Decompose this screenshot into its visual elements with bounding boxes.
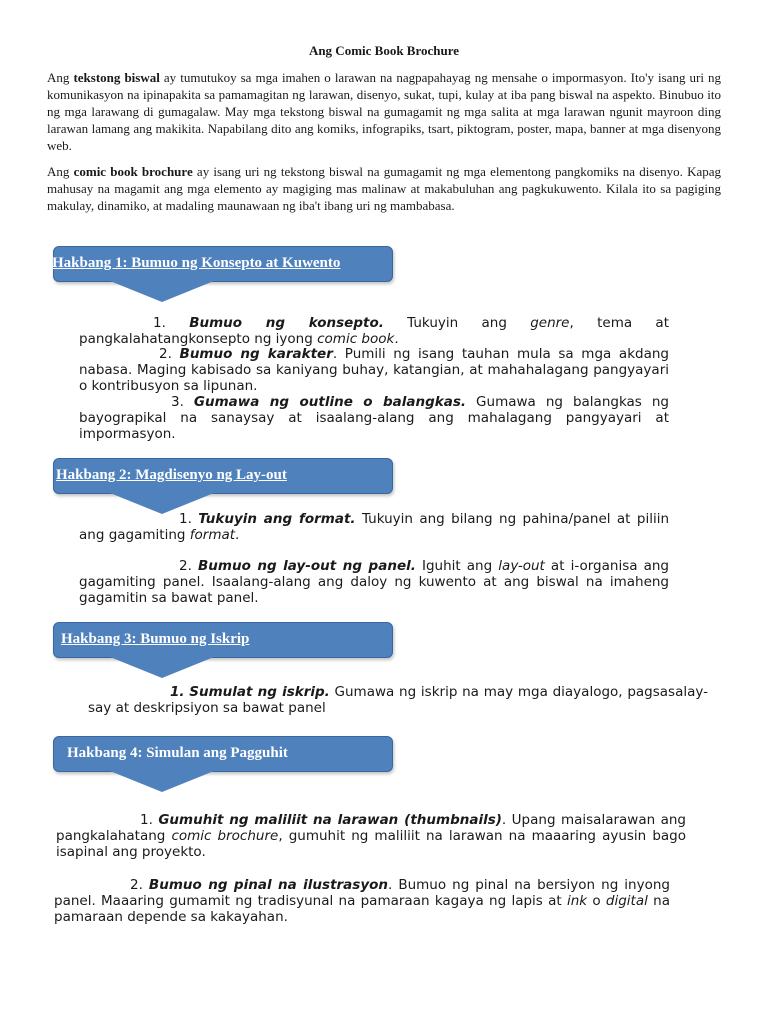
item-title: Tukuyin ang format. xyxy=(198,511,356,527)
item-number: 1. xyxy=(179,511,192,527)
item-text: Iguhit ang xyxy=(415,558,499,574)
step-4-item-1 xyxy=(56,813,686,861)
item-italic: comic brochure xyxy=(171,827,279,844)
step-3-heading: Hakbang 3: Bumuo ng Iskrip xyxy=(61,631,250,647)
document-title: Ang Comic Book Brochure xyxy=(308,43,460,58)
intro-text: Ang xyxy=(47,70,74,85)
item-italic: lay-out xyxy=(498,558,545,574)
item-italic: genre xyxy=(530,315,570,331)
item-number: 3. xyxy=(171,394,184,410)
step-2-heading: Hakbang 2: Magdisenyo ng Lay-out xyxy=(56,467,287,483)
step-4-banner xyxy=(53,736,393,772)
intro-paragraph-2 xyxy=(47,164,721,215)
item-number: 1. xyxy=(140,812,153,828)
item-title: Gumawa ng outline o balangkas. xyxy=(193,394,467,410)
item-text: , tema at pangkalahatangkonsepto ng iyong xyxy=(79,315,669,347)
down-arrow-shape xyxy=(110,281,214,302)
step-1-item-3 xyxy=(79,395,669,443)
item-text: . xyxy=(394,330,399,347)
step-1-item-1 xyxy=(79,316,669,348)
down-arrow-shape xyxy=(110,657,214,678)
item-text: . Bumuo ng pinal na bersiyon ng inyong panel. Maaaring gumamit ng tradisyunal na pamaraan kagaya ng lapis at xyxy=(54,877,670,909)
step-2-item-1 xyxy=(79,512,669,544)
intro-text: ay isang uri ng tekstong biswal na gumagamit ng mga elementong pangkomiks na disenyo. Kapag mahusay na magamit ang mga elemento ay magiging mas malinaw at makabuluhan ang pagkukuwento. Kilala ito sa pagiging makulay, dinamiko, at madaling maunawaan ng iba't ibang uri ng mambabasa. xyxy=(47,164,722,213)
item-italic: format xyxy=(189,526,236,543)
item-text: Tukuyin ang xyxy=(383,315,531,331)
item-text: Tukuyin ang bilang ng pahina/panel at piliin ang gagamiting xyxy=(79,511,669,543)
intro-text: Ang xyxy=(47,164,74,179)
item-title: Bumuo ng konsepto. xyxy=(189,315,384,331)
item-title: Bumuo ng lay-out ng panel. xyxy=(198,558,416,574)
item-text: . Upang maisalarawan ang pangkalahatang xyxy=(56,812,687,844)
item-number: 2. xyxy=(130,877,143,893)
item-text: Gumawa ng iskrip na may mga diayalogo, pagsasalay-say at deskripsiyon sa bawat panel xyxy=(88,684,708,716)
item-title: Bumuo ng karakter xyxy=(179,346,333,362)
item-text: , gumuhit ng maliliit na larawan na maaaring ayusin bago isapinal ang proyekto. xyxy=(56,827,686,860)
item-title: Bumuo ng pinal na ilustrasyon xyxy=(148,877,389,893)
item-title: Sumulat ng iskrip. xyxy=(189,684,330,700)
step-4-item-2 xyxy=(54,878,670,926)
item-text: . Pumili ng isang tauhan mula sa mga akdang nabasa. Maging kabisado sa kaniyang buhay, katangian, at mahahalagang pangyayari o kontribusyon sa lipunan. xyxy=(79,346,669,394)
item-text: na pamaraan depende sa kakayahan. xyxy=(54,892,671,925)
item-number: 2. xyxy=(159,346,172,362)
intro-paragraph-1 xyxy=(47,70,721,154)
intro-term: tekstong biswal xyxy=(73,70,160,85)
item-italic: comic book xyxy=(317,330,395,347)
item-number: 1. xyxy=(153,315,166,331)
item-italic: ink xyxy=(566,892,588,909)
down-arrow-shape xyxy=(110,771,214,792)
step-3-item-1 xyxy=(88,685,708,717)
step-1-banner xyxy=(53,246,393,282)
step-3-banner xyxy=(53,622,393,658)
intro-text: ay tumutukoy sa mga imahen o larawan na nagpapahayag ng mensahe o impormasyon. Ito'y isang uri ng komunikasyon na ipinapakita sa pamamagitan ng larawan, disenyo, sukat, tupi, kulay at iba pang biswal na aspekto. Binubuo ito ng mga larawang di gumagalaw. May mga tekstong biswal na gumagamit ng mga salita at mga larawan ngunit mayroon ding larawan lamang ang makikita. Napabilang dito ang komiks, infograpiks, tsart, piktogram, poster, mapa, banner at mga disenyong web. xyxy=(47,70,721,153)
step-2-item-2 xyxy=(79,559,669,607)
item-text: . xyxy=(235,526,240,543)
item-italic: digital xyxy=(605,892,648,909)
item-number: 1. xyxy=(170,684,185,700)
item-text: at i-organisa ang gagamiting panel. Isaalang-alang ang daloy ng kuwento at ang biswal na imaheng gagamitin sa bawat panel. xyxy=(79,558,670,606)
item-text: Gumawa ng balangkas ng bayograpikal na sanaysay at isaalang-alang ang mahalagang pangyayari at impormasyon. xyxy=(79,394,669,442)
step-1-heading: Hakbang 1: Bumuo ng Konsepto at Kuwento xyxy=(52,255,341,271)
step-4-heading: Hakbang 4: Simulan ang Pagguhit xyxy=(67,745,288,761)
item-title: Gumuhit ng maliliit na larawan (thumbnails) xyxy=(158,812,502,828)
step-2-banner xyxy=(53,458,393,494)
item-text: o xyxy=(587,892,606,909)
step-1-item-2 xyxy=(79,347,669,395)
item-number: 2. xyxy=(179,558,192,574)
intro-term: comic book brochure xyxy=(73,164,193,179)
